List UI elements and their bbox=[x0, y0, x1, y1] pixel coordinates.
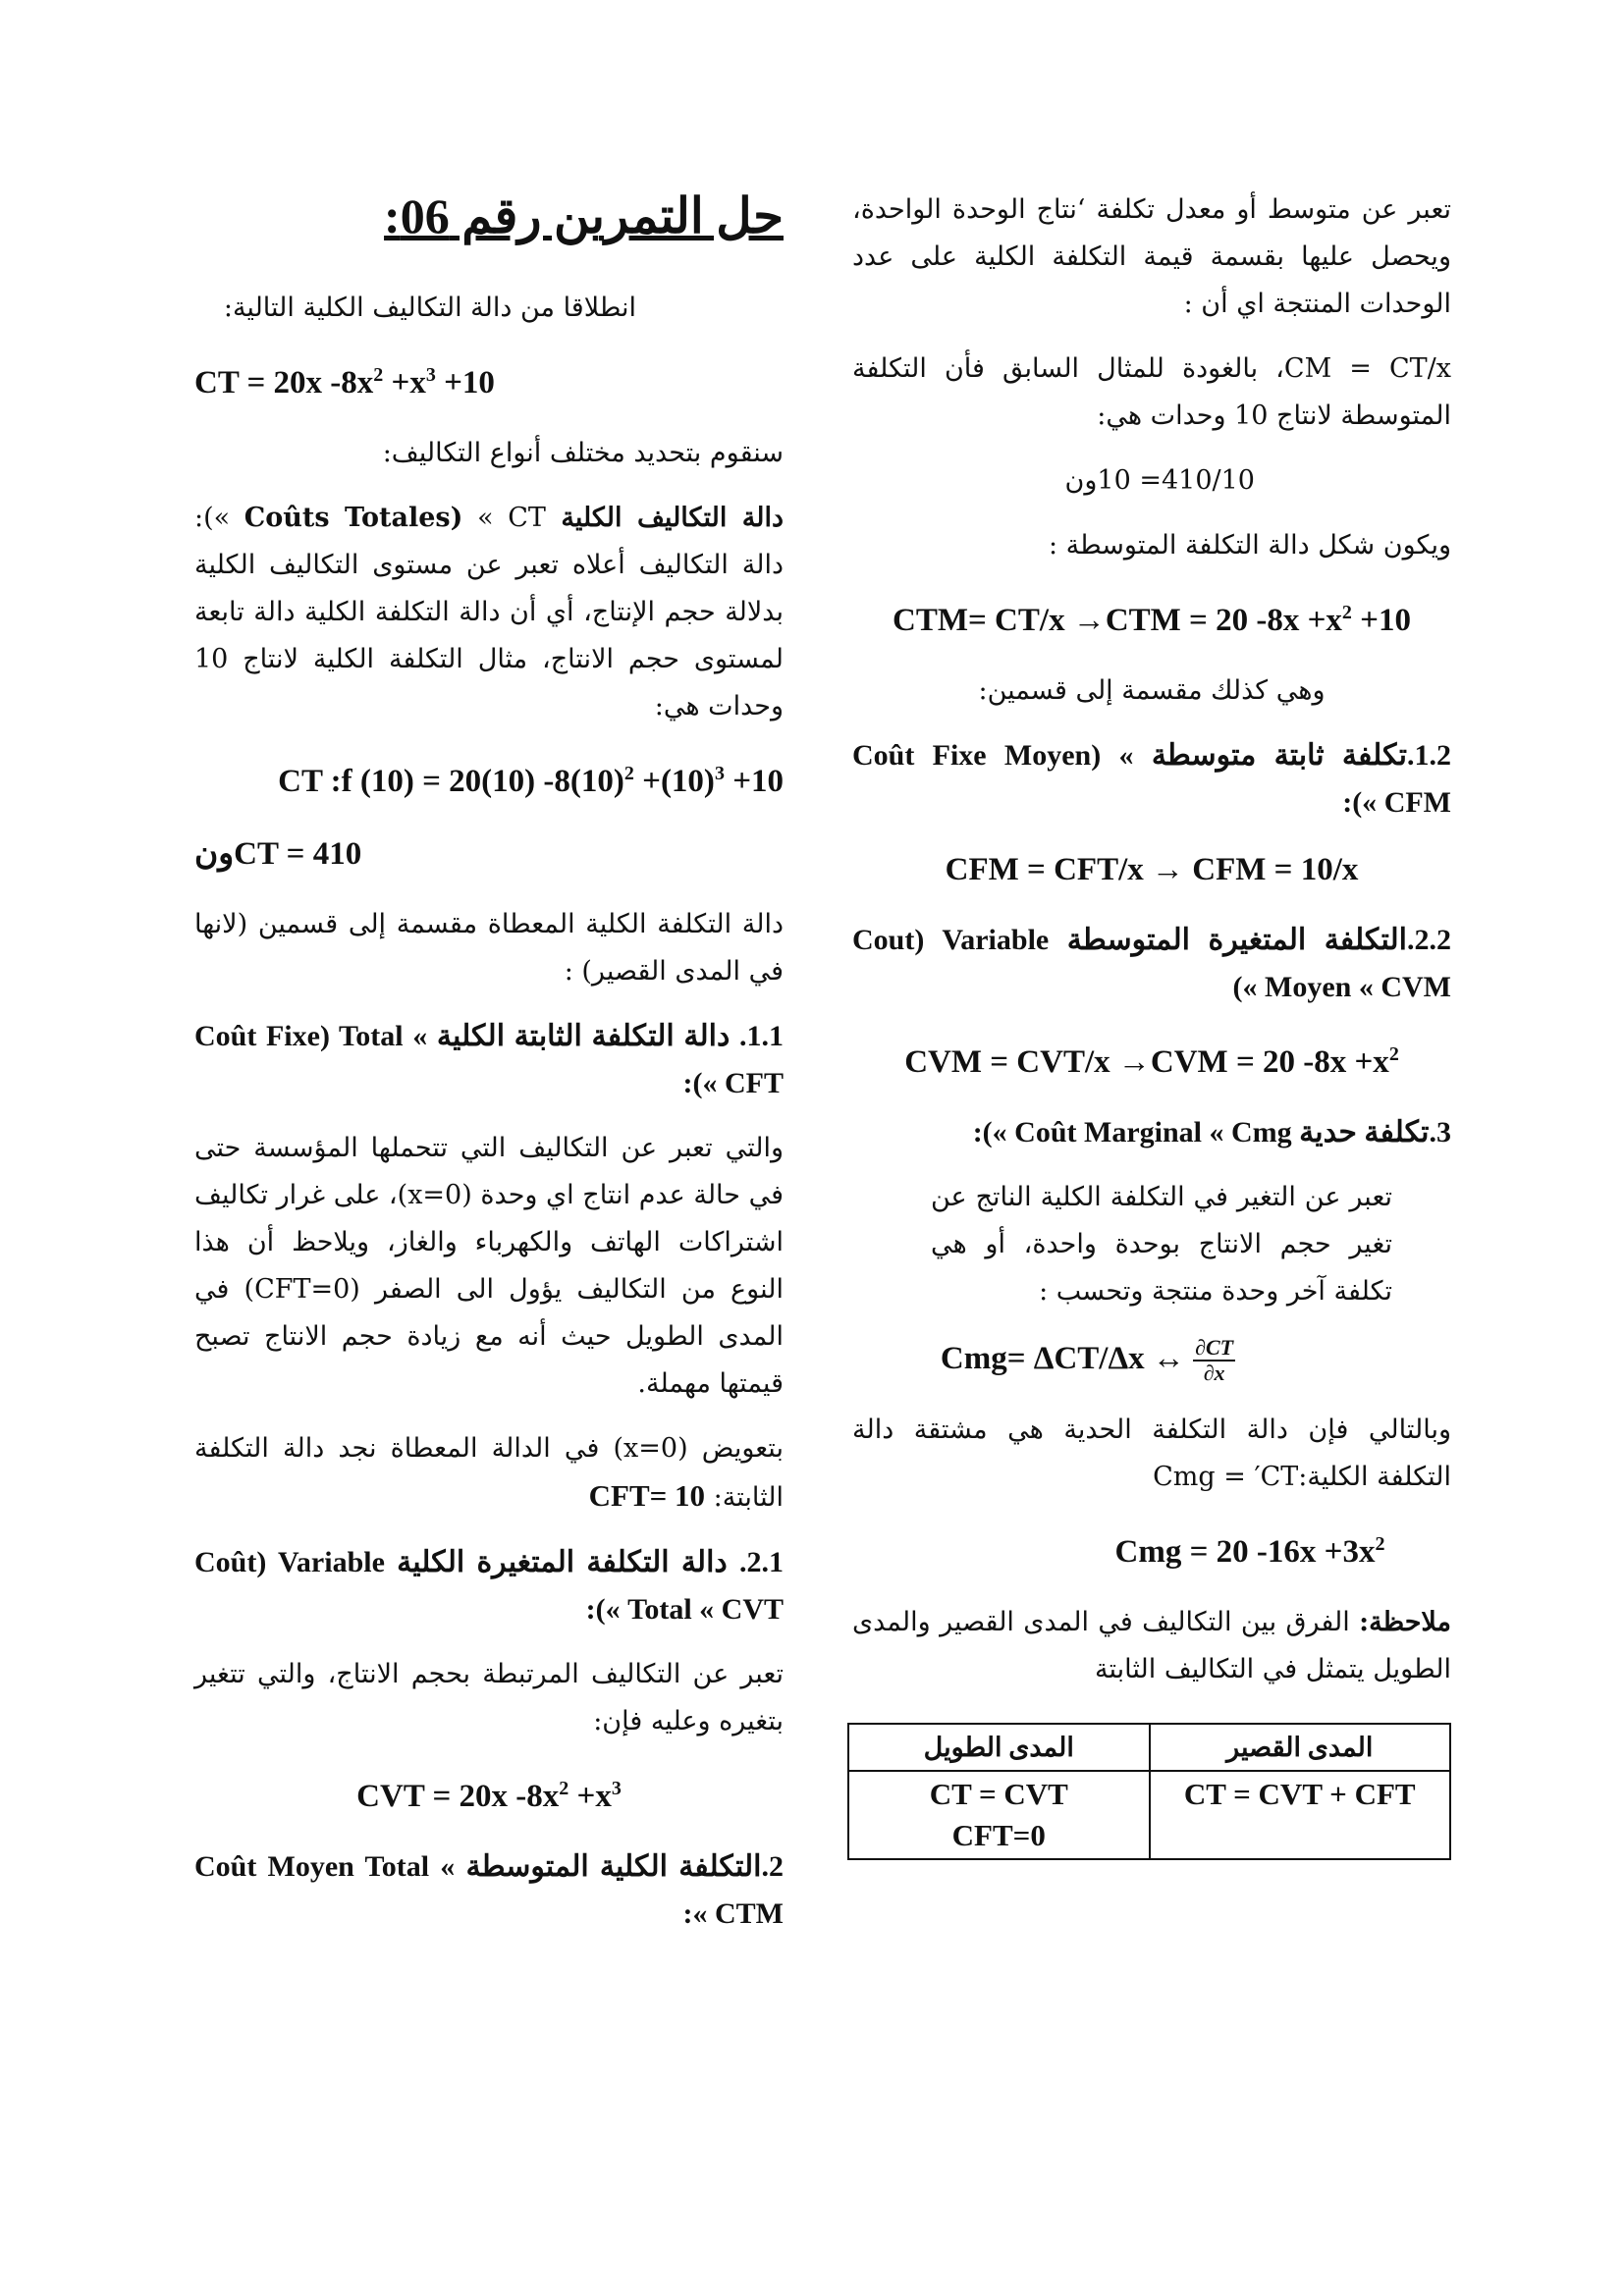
types-intro: سنقوم بتحديد مختلف أنواع التكاليف: bbox=[382, 438, 784, 468]
cell-short-run: CT = CVT + CFT bbox=[1150, 1771, 1451, 1859]
cvm-equation: CVM = CVT/x →CVM = 20 $-8x +x^2$ bbox=[904, 1043, 1399, 1080]
ct-410-equation: CT = 410ون bbox=[194, 836, 362, 872]
average-cost-definition: تعبر عن متوسط أو معدل تكلفة ‘نتاج الوحدة الواحدة، ويحصل عليها بقسمة قيمة التكلفة الكلية على عدد الوحدات المنتجة اي أن : bbox=[852, 194, 1451, 319]
cell-long-run-line2: CFT=0 bbox=[951, 1818, 1046, 1853]
cfm-equation: CFM = CFT/x → CFM = 10/x bbox=[945, 852, 1359, 887]
substitution-text bbox=[194, 1425, 784, 1522]
section-1-heading: دالة التكاليف الكلية Coûts Totales) bbox=[244, 503, 784, 533]
table-header-row bbox=[848, 1724, 1450, 1771]
cost-comparison-table bbox=[847, 1723, 1451, 1860]
cmg-definition bbox=[852, 1333, 1451, 1385]
split-two-parts: وهي كذلك مقسمة إلى قسمين: bbox=[978, 675, 1326, 706]
section-2-1-body: تعبر عن التكاليف المرتبطة بحجم الانتاج، والتي تتغير بتغيره وعليه فإن: bbox=[194, 1659, 784, 1736]
fraction-numerator: ∂CT bbox=[1195, 1335, 1234, 1361]
average-cost-form: ويكون شكل دالة التكلفة المتوسطة : bbox=[1049, 530, 1451, 561]
split-text: دالة التكلفة الكلية المعطاة مقسمة إلى قسمين (لانها في المدى القصير) : bbox=[194, 909, 784, 987]
cell-long-run bbox=[848, 1771, 1150, 1859]
fraction-denominator: ∂x bbox=[1203, 1361, 1225, 1386]
right-column bbox=[852, 187, 1451, 1860]
section-2-1-heading: 2.1. دالة التكلفة المتغيرة الكلية Coût) Variable Total « CVT »): bbox=[194, 1546, 784, 1626]
note-text: الفرق بين التكاليف في المدى القصير والمدى الطويل يتمثل في التكاليف الثابتة bbox=[852, 1607, 1451, 1685]
header-short-run: المدى القصير bbox=[1150, 1724, 1451, 1771]
section-1-1-body: والتي تعبر عن التكاليف التي تتحملها المؤسسة حتى في حالة عدم انتاج اي وحدة (x=0)، على غرار تكاليف اشتراكات الهاتف والكهرباء والغاز، ويلاحظ أن هذا النوع من التكاليف يؤول الى الصفر (CFT=0) في المدى الطويل حيث أنه مع زيادة حجم الانتاج تصبح قيمتها مهملة. bbox=[194, 1133, 784, 1399]
section-1-2-heading: 1.2.تكلفة ثابتة متوسطة Coût Fixe Moyen) « CFM »): bbox=[852, 739, 1451, 819]
section-2-heading: 2.التكلفة الكلية المتوسطة Coût Moyen Total « CTM »: bbox=[194, 1850, 784, 1930]
marginal-derivative-text: وبالتالي فإن دالة التكلفة الحدية هي مشتقة دالة التكلفة الكلية:Cmg = ′CT bbox=[852, 1415, 1451, 1493]
page-title: حل التمرين رقم 06: bbox=[384, 188, 784, 243]
section-3-heading: 3.تكلفة حدية Coût Marginal « Cmg »): bbox=[972, 1116, 1451, 1148]
ct-equation: CT = 20x $-8x^2 +x^3 +10$ bbox=[194, 364, 495, 400]
partial-derivative-fraction bbox=[1193, 1336, 1235, 1385]
section-1-body: « CT »): دالة التكاليف أعلاه تعبر عن مستوى التكاليف الكلية بدلالة حجم الإنتاج، أي أن دالة التكلفة الكلية دالة تابعة لمستوى حجم الانتاج، مثال التكلفة الكلية لانتاج 10 وحدات هي: bbox=[194, 503, 784, 721]
note-paragraph bbox=[852, 1599, 1451, 1693]
cmg-equation: Cmg = 20 $-16x +3x^2$ bbox=[1114, 1533, 1385, 1571]
substitution-sentence: بتعويض (x=0) في الدالة المعطاة نجد دالة التكلفة الثابتة: bbox=[194, 1433, 784, 1513]
section-3-body: تعبر عن التغير في التكلفة الكلية الناتج عن تغير حجم الانتاج بوحدة واحدة، أو هي تكلفة آخر وحدة منتجة وتحسب : bbox=[931, 1182, 1392, 1307]
cell-long-run-line1: CT = CVT bbox=[929, 1777, 1068, 1812]
table-row bbox=[848, 1771, 1450, 1859]
cmg-definition-text: Cmg= ΔCT/Δx ↔ bbox=[940, 1341, 1185, 1376]
ct-f10-equation: CT :f (10) = 20(10) $-8(10)^2 +(10)^3 +10$ bbox=[278, 763, 784, 799]
cft-value: CFT= 10 bbox=[588, 1478, 706, 1513]
average-cost-value: 410/10= 10ون bbox=[1064, 465, 1255, 496]
header-long-run: المدى الطويل bbox=[848, 1724, 1150, 1771]
left-column bbox=[194, 187, 784, 1955]
intro-text: انطلاقا من دالة التكاليف الكلية التالية: bbox=[223, 293, 636, 323]
section-2-2-heading: 2.2.التكلفة المتغيرة المتوسطة Cout) Variable Moyen « CVM ») bbox=[852, 924, 1452, 1003]
section-1-1-heading: 1.1. دالة التكلفة الثابتة الكلية Coût Fixe) Total « CFT »): bbox=[194, 1020, 784, 1099]
note-label: ملاحظة: bbox=[1359, 1607, 1451, 1638]
average-cost-example: CM = CT/x، بالغودة للمثال السابق فأن التكلفة المتوسطة لانتاج 10 وحدات هي: bbox=[852, 353, 1451, 431]
cvt-equation: CVT = 20x $-8x^2 +x^3$ bbox=[356, 1778, 622, 1814]
ctm-equation: CTM= CT/x →CTM = 20 $-8x +x^2 +10$ bbox=[893, 602, 1411, 638]
section-1 bbox=[194, 495, 784, 730]
